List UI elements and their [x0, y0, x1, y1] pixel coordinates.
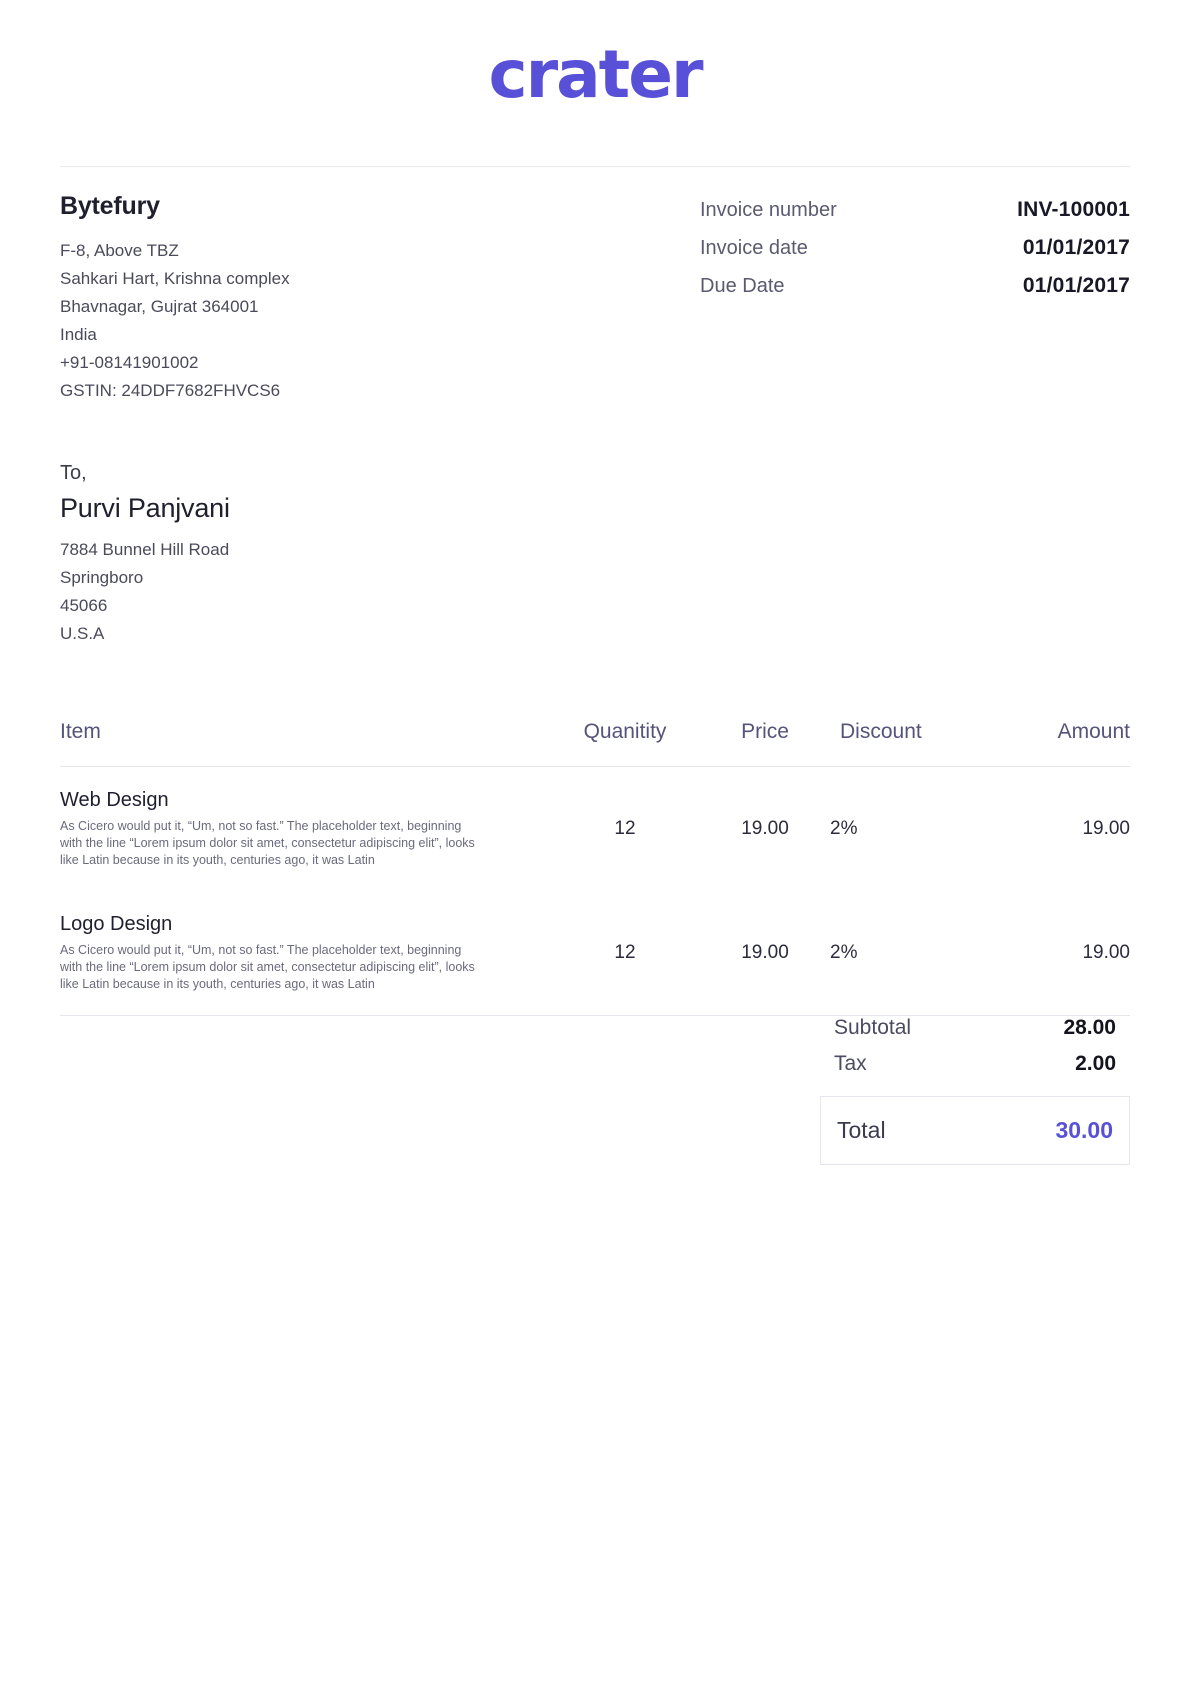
meta-label: Invoice number [700, 199, 837, 221]
item-cell [60, 891, 550, 1016]
item-name: Web Design [60, 789, 169, 811]
total-label: Total [837, 1117, 886, 1143]
line-items [60, 712, 1130, 1016]
meta-value: INV-100001 [1017, 198, 1130, 221]
company-address-line: F-8, Above TBZ [60, 241, 179, 260]
subtotal-label: Subtotal [834, 1016, 912, 1039]
bill-to-address-line: 7884 Bunnel Hill Road [60, 540, 230, 559]
company-address-line: India [60, 325, 97, 344]
item-price: 19.00 [741, 818, 789, 839]
items-table-head [60, 712, 1130, 767]
table-row [60, 767, 1130, 892]
item-description: As Cicero would put it, “Um, not so fast.” The placeholder text, beginning with the line “Lorem ipsum dolor sit amet, consectetur adipiscing elit”, looks like Latin because in its youth, centuries ago, it was Latin [60, 943, 475, 991]
items-table-body [60, 767, 1130, 1016]
header-divider [60, 166, 1130, 167]
bill-to-address-line: Springboro [60, 568, 144, 587]
meta-value: 01/01/2017 [1022, 236, 1130, 259]
meta-row-due-date [700, 274, 1130, 298]
meta-value: 01/01/2017 [1022, 274, 1130, 297]
bill-to-label: To, [60, 462, 87, 484]
company-name: Bytefury [60, 192, 160, 220]
tax-value: 2.00 [1075, 1052, 1116, 1075]
brand-logo-text: crater [488, 36, 702, 113]
meta-row-invoice-number [700, 198, 1130, 222]
total-value: 30.00 [1055, 1117, 1113, 1143]
item-amount: 19.00 [1082, 818, 1130, 839]
bill-to-address-line: 45066 [60, 596, 108, 615]
totals-block [820, 1010, 1130, 1165]
items-header-row [60, 712, 1130, 767]
subtotal-value: 28.00 [1063, 1016, 1116, 1039]
column-header-quantity: Quanitity [550, 712, 700, 767]
company-address-line: Sahkari Hart, Krishna complex [60, 269, 290, 288]
brand-logo [0, 0, 1190, 118]
item-quantity: 12 [550, 891, 700, 1016]
column-header-amount: Amount [990, 712, 1130, 767]
tax-row [820, 1046, 1130, 1082]
item-cell [60, 767, 550, 892]
column-header-item: Item [60, 712, 550, 767]
bill-to-block [60, 462, 230, 648]
item-discount: 2% [830, 891, 990, 1016]
bill-to-name: Purvi Panjvani [60, 493, 230, 523]
column-header-price: Price [700, 712, 830, 767]
items-table [60, 712, 1130, 1016]
item-description: As Cicero would put it, “Um, not so fast.” The placeholder text, beginning with the line “Lorem ipsum dolor sit amet, consectetur adipiscing elit”, looks like Latin because in its youth, centuries ago, it was Latin [60, 819, 475, 867]
bill-to-address-line: U.S.A [60, 624, 105, 643]
subtotal-row [820, 1010, 1130, 1046]
total-row [820, 1096, 1130, 1165]
meta-label: Invoice date [700, 237, 808, 259]
company-phone: +91-08141901002 [60, 353, 199, 372]
meta-row-invoice-date [700, 236, 1130, 260]
table-row [60, 891, 1130, 1016]
item-price: 19.00 [700, 891, 830, 1016]
invoice-meta [700, 198, 1130, 405]
invoice-header [60, 192, 1130, 405]
company-address-line: Bhavnagar, Gujrat 364001 [60, 297, 259, 316]
company-block [60, 192, 290, 405]
company-gstin: GSTIN: 24DDF7682FHVCS6 [60, 381, 281, 400]
tax-label: Tax [834, 1052, 867, 1075]
item-quantity: 12 [614, 818, 636, 839]
item-amount: 19.00 [990, 891, 1130, 1016]
column-header-discount: Discount [830, 712, 990, 767]
item-discount: 2% [830, 818, 858, 839]
meta-label: Due Date [700, 275, 785, 297]
item-name: Logo Design [60, 913, 173, 935]
